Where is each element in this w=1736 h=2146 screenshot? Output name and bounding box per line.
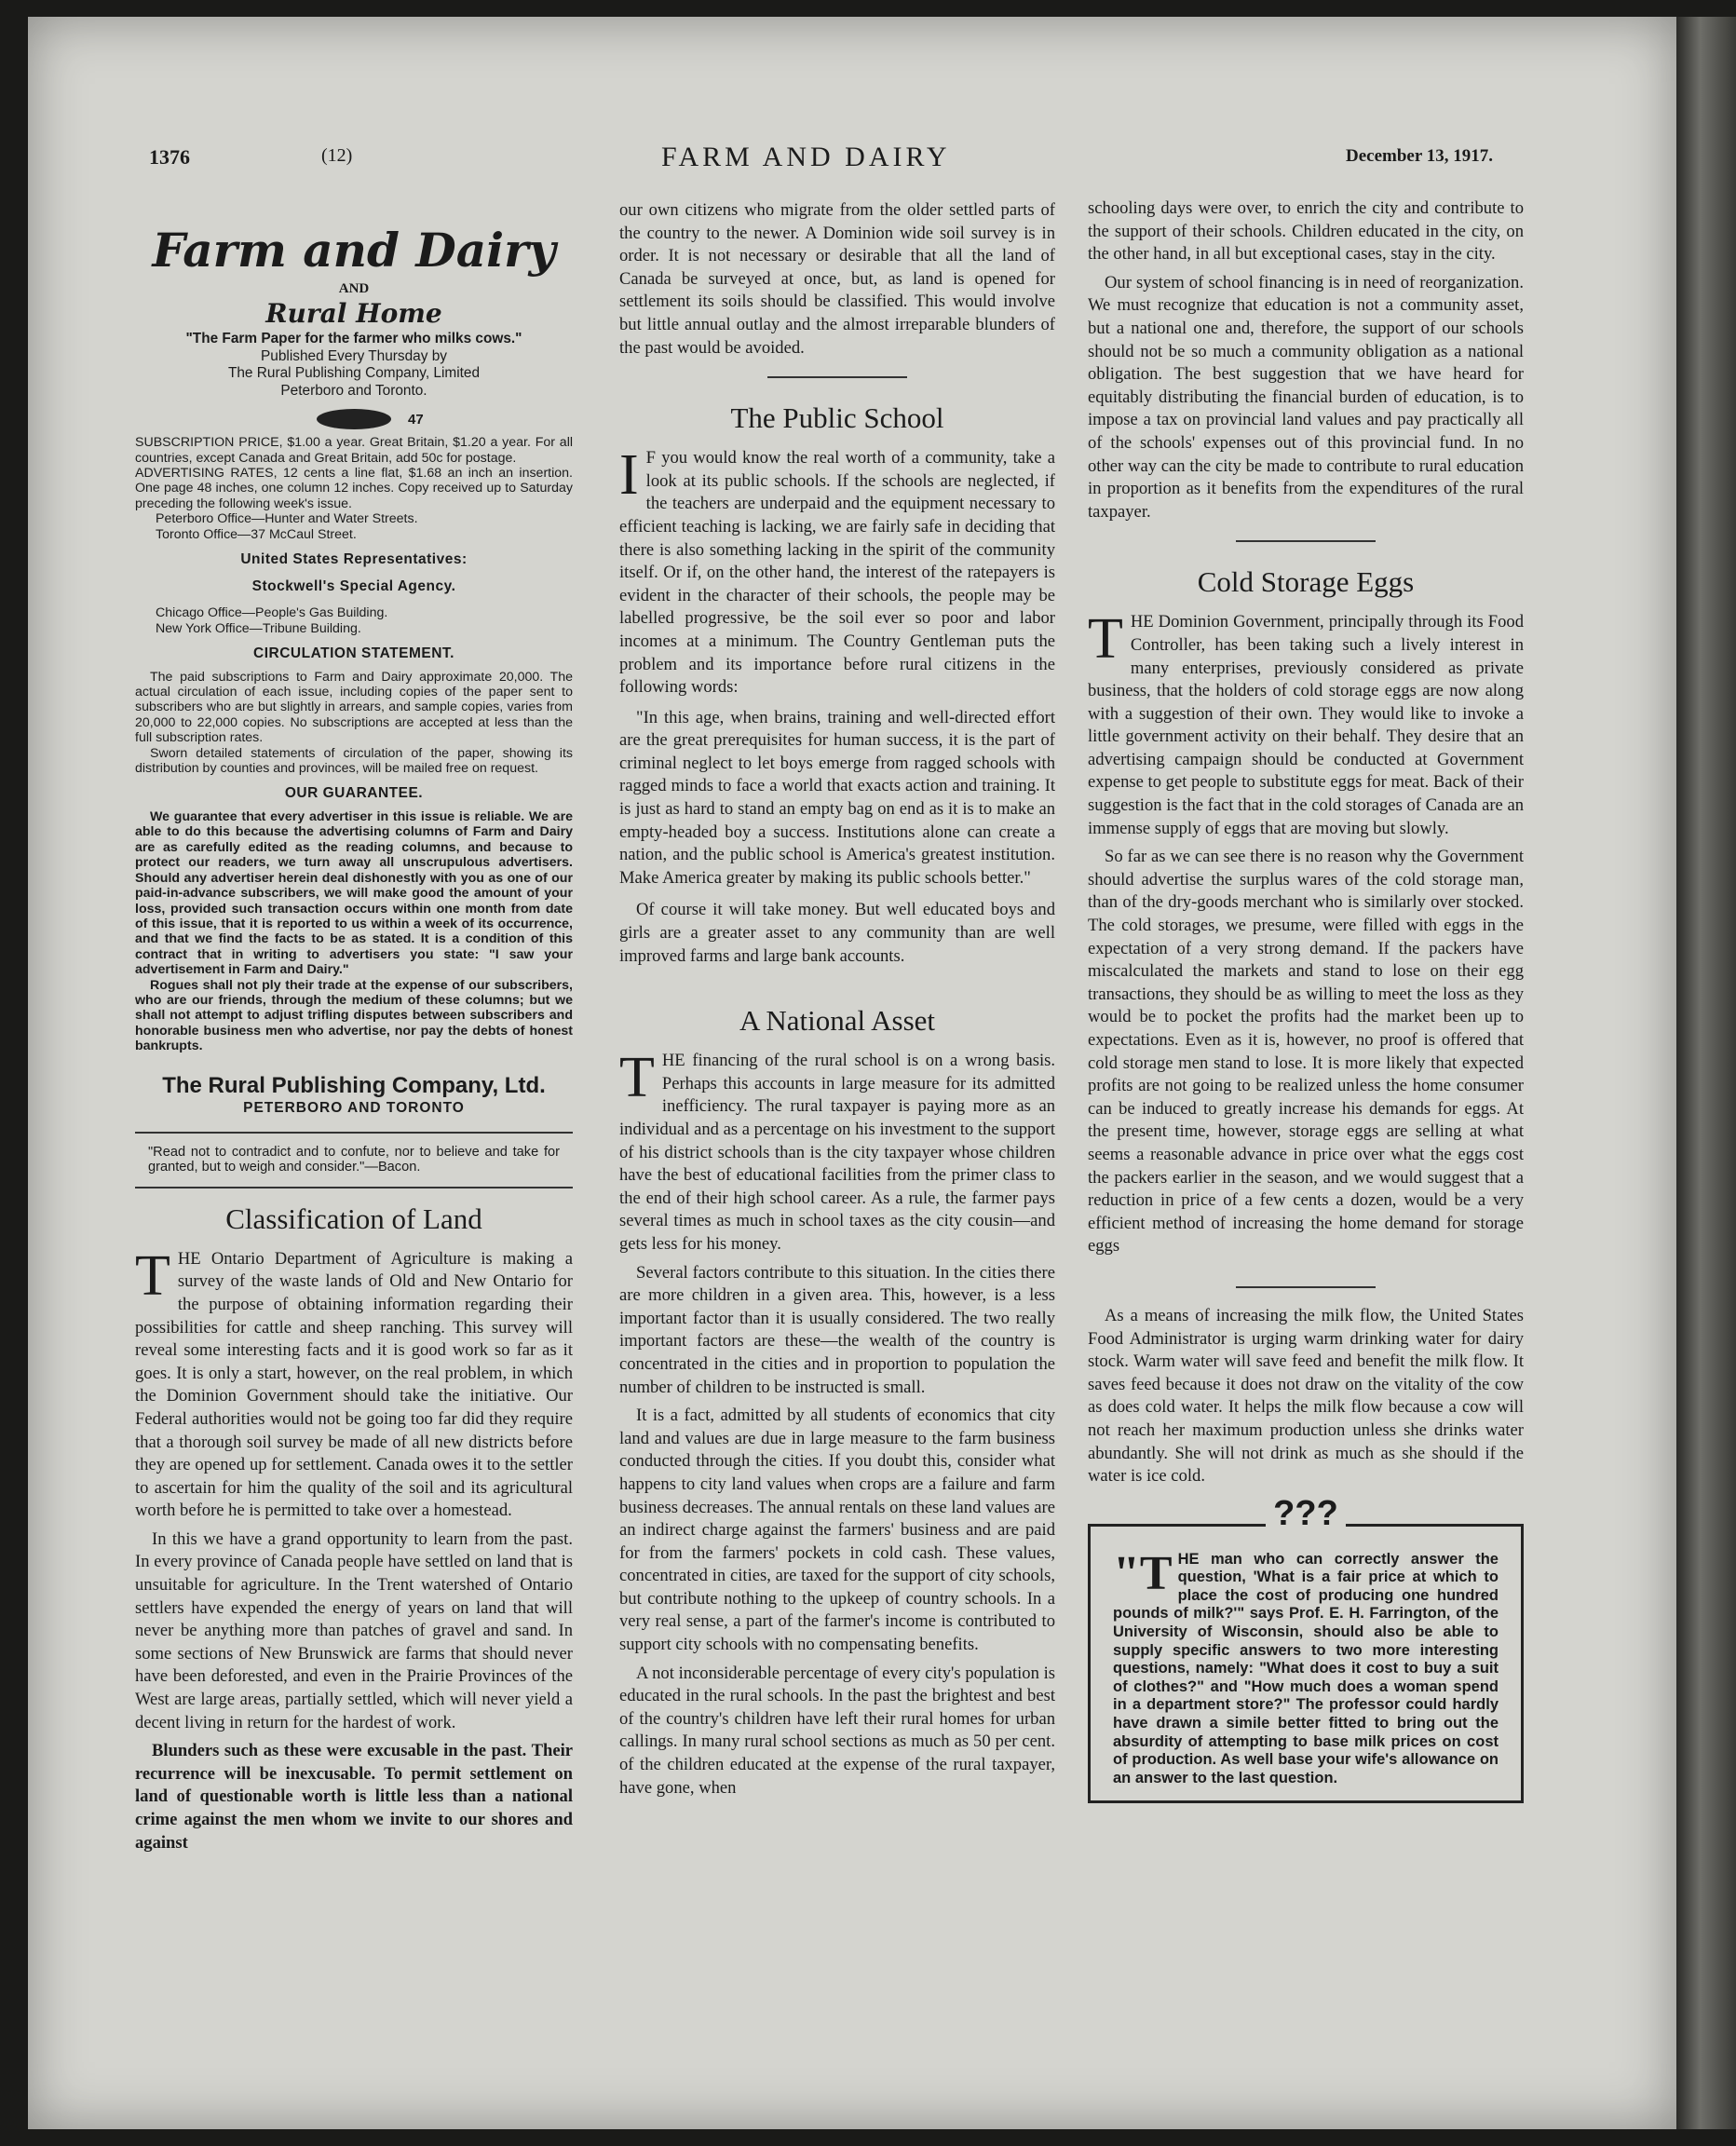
new-york-office: New York Office—Tribune Building.: [156, 620, 361, 636]
article-paragraph: schooling days were over, to enrich the city and contribute to the support of their schools. Children educated in the city, on the other hand, in all but exceptional cases, stay in the city.: [1088, 198, 1524, 265]
circulation-text: The paid subscriptions to Farm and Dairy approximate 20,000. The actual circulation of each issue, including copies of the paper sent to subscribers who are but slightly in arrears, and sample copies, varies from 20,000 to 22,000 copies. No subscriptions are accepted at less than the full subscription rates.: [135, 669, 573, 746]
page-number: 1376: [149, 145, 190, 169]
divider: [135, 1187, 573, 1188]
article-paragraph: Of course it will take money. But well educated boys and girls are a greater asset to any community than are well improved farms and large bank accounts.: [619, 900, 1055, 966]
masthead-title: FARM AND DAIRY: [661, 142, 951, 172]
drop-cap: T: [619, 1046, 655, 1110]
sworn-text: Sworn detailed statements of circulation of the paper, showing its distribution by counties and provinces, will be mailed free on request.: [135, 745, 573, 777]
company-line: The Rural Publishing Company, Limited: [227, 365, 481, 382]
article-paragraph: THE financing of the rural school is on a wrong basis. Perhaps this accounts in large measure for its admitted inefficiency. The rural taxpayer is paying more as an individual and as a percentage on his investment to the support of his district schools than is the city taxpayer whose children have the best of educational facilities from the primer class to the end of their high school career. As a rule, the farmer pays several times as much in school taxes as the city cousin—and gets less for his money.: [619, 1046, 1055, 1254]
publication-and: AND: [338, 281, 370, 296]
article-paragraph: Our system of school financing is in need of reorganization. We must recognize that education is not a community asset, but a national one and, therefore, the support of our schools should not be so much a community obligation as a national obligation. The best suggestion that we have heard for equitably distributing the financial burden of education, is to impose a tax on provincial land values and pay practically all of the schools' expenses out of this provincial fund. In no other way can the city be made to contribute to rural education in proportion as it benefits from the expenditures of the rural taxpayer.: [1088, 272, 1524, 522]
footer-location: PETERBORO AND TORONTO: [243, 1100, 465, 1117]
divider: [1236, 1286, 1376, 1288]
publication-name: Farm and Dairy: [152, 223, 556, 278]
article-paragraph: It is a fact, admitted by all students of economics that city land and values are due in large measure to the farm business conducted through the cities. If you doubt this, consider what happens to city land values when crops are a failure and farm business decreases. The annual rentals on these land values are an indirect charge against the farmers' business and are paid for from the farmers' pockets in cold cash. These values, concentrated in cities, are taxed for the support of city schools, but contribute nothing to the upkeep of country schools. In a very real sense, a part of the farmer's income is contributed to support city schools with no compensating benefits.: [619, 1406, 1055, 1655]
advertising-rates: ADVERTISING RATES, 12 cents a line flat, $1.68 an inch an insertion. One page 48 inches, one column 12 inches. Copy received up to Saturday preceding the following week's issue.: [135, 466, 573, 511]
drop-cap: T: [135, 1243, 170, 1308]
article-paragraph: Several factors contribute to this situation. In the cities there are more children in a given area. This, however, is a less important factor than it is usually considered. The two really important factors are these—the wealth of the country is concentrated in the cities and in proportion to population the number of children to be instructed is small.: [619, 1262, 1055, 1397]
question-box: [1088, 1493, 1524, 1804]
subscription-price: SUBSCRIPTION PRICE, $1.00 a year. Great Britain, $1.20 a year. For all countries, except Canada and Great Britain, add 50c for postage.: [135, 435, 573, 466]
divider: [135, 1132, 573, 1134]
article-paragraph: THE Dominion Government, principally through its Food Controller, has been taking such a lively interest in many enterprises, previously considered as private business, that the holders of cold storage eggs are now along with a suggestion of their own. They would like to invoke a little government activity on their behalf. They desire that an advertising campaign should be conducted at Government expense to get people to substitute eggs for meat. Back of their suggestion is the fact that in the cold storages of Canada are an immense supply of eggs that are moving but slowly.: [1088, 607, 1524, 838]
article-title: Cold Storage Eggs: [1197, 565, 1415, 599]
article-paragraph: A not inconsiderable percentage of every city's population is educated in the rural schools. In the past the brightest and best of the country's children have left their rural homes for urban callings. In many rural school sections as much as 50 per cent. of the children educated at the expense of the rural taxpayer, have gone, when: [619, 1663, 1055, 1798]
article-title: Classification of Land: [225, 1202, 482, 1235]
section-number: (12): [321, 145, 353, 166]
drop-cap: T: [1088, 607, 1123, 672]
drop-cap: I: [619, 443, 639, 508]
issue-date: December 13, 1917.: [1346, 146, 1493, 166]
us-reps-heading: United States Representatives:: [240, 551, 468, 568]
article-paragraph: As a means of increasing the milk flow, the United States Food Administrator is urging warm drinking water for dairy stock. Warm water will save feed and benefit the milk flow. It saves feed because it does not draw on the vitality of the cow as does cold water. It helps the milk flow because a cow will not reach her maximum production unless she drinks water abundantly. She will not drink as much as she should if the water is ice cold.: [1088, 1305, 1524, 1487]
tagline: "The Farm Paper for the farmer who milks cows.": [185, 331, 522, 347]
article-paragraph: So far as we can see there is no reason why the Government should advertise the surplus wares of the cold storage man, than of the dry-goods merchant who is similarly over stocked. The cold storages, we presume, were filled with eggs in the expectation of a very strong demand. If the packers have miscalculated the markets and stand to lose on their egg transactions, they should be as willing to meet the loss as they would be to pocket the profits had the market been up to expectations. Even as it is, however, no proof is offered that cold storage men stand to lose. It is more likely that expected profits are not going to be realized unless the home consumer can be induced to greatly increase his demands for eggs. At the present time, however, storage eggs are selling at what seems a reasonable advance in price over what the eggs cost the packers earlier in the season, and we would suggest that a reduction in price of a few cents a dozen, would be a very efficient method of increasing the home demand for storage eggs: [1088, 847, 1524, 1256]
rogues-text: Rogues shall not ply their trade at the expense of our subscribers, who are our friends, through the medium of these columns; but we shall not attempt to adjust trifling disputes between subscribers and honorable business men who advertise, nor pay the debts of honest bankrupts.: [135, 977, 573, 1054]
article-paragraph: I F you would know the real worth of a community, take a look at its public schools. If the schools are neglected, if the teachers are underpaid and the equipment necessary to efficient teaching is lacking, we are fairly safe in deciding that there is also something lacking in the spirit of the community itself. Or if, on the other hand, the interest of the ratepayers is evident in the character of their schools, the people may be labelled progressive, be the soil ever so poor and labor incomes at a minimum. The Country Gentleman puts the problem and its importance before rural citizens in the following words:: [619, 443, 1055, 698]
guarantee-heading: OUR GUARANTEE.: [284, 785, 424, 802]
column-2: [619, 199, 1055, 1805]
article-title: The Public School: [730, 401, 944, 435]
article-title: A National Asset: [739, 1004, 936, 1038]
toronto-office: Toronto Office—37 McCaul Street.: [156, 526, 357, 542]
column-1: [135, 197, 573, 1860]
chicago-office: Chicago Office—People's Gas Building.: [156, 605, 388, 621]
peterboro-office: Peterboro Office—Hunter and Water Streets.: [156, 511, 418, 527]
badge-logo: [317, 409, 424, 429]
article-paragraph: our own citizens who migrate from the older settled parts of the country to the newer. A Dominion wide soil survey is in order. It is not necessary or desirable that all the land of Canada be surveyed at once, but, as land is opened for settlement its soils should be classified. This would involve but little annual outlay and the almost irreparable blunders of the past would be avoided.: [619, 200, 1055, 358]
guarantee-text: We guarantee that every advertiser in this issue is reliable. We are able to do this because the advertising columns of Farm and Dairy are as carefully edited as the reading columns, and because to protect our readers, we turn away all unscrupulous advertisers. Should any advertiser herein deal dishonestly with you as one of our paid-in-advance subscribers, we will make good the amount of your loss, provided such transaction occurs within one month from date of this issue, that it is reported to us within a week of its occurrence, and that we find the facts to be as stated. It is a condition of this contract that in writing to advertisers you state: "I saw your advertisement in Farm and Dairy.": [135, 809, 573, 978]
article-quote: "In this age, when brains, training and well-directed effort are the great prerequisites for human success, it is the part of criminal neglect to let boys emerge from ragged schools with ragged minds to face a world that exacts action and training. It is just as hard to stand an empty bag on end as it is to make an empty-headed boy a success. Institutions alone can create a nation, and the public school is America's greatest institution. Make America greater by making its public schools better.": [619, 707, 1055, 888]
drop-cap: "T: [1113, 1546, 1173, 1600]
article-paragraph: THE Ontario Department of Agriculture is making a survey of the waste lands of Old and New Ontario for the purpose of obtaining information regarding their possibilities for cattle and sheep ranching. This survey will reveal some interesting facts and it is good work so far as it goes. It is only a start, however, on the real problem, in which the Dominion Government should take the initiative. Our Federal authorities would not be going too far did they require that a thorough soil survey be made of all new districts before they are opened up for settlement. Canada owes it to the settler to ascertain for him the quality of the soil and its agricultural worth before he is permitted to take over a homestead.: [135, 1243, 573, 1521]
divider: [1236, 540, 1376, 542]
badge-number: 47: [408, 412, 424, 428]
divider: [767, 376, 907, 378]
footer-company: The Rural Publishing Company, Ltd.: [162, 1072, 546, 1098]
question-text: "THE man who can correctly answer the question, 'What is a fair price at which to place the cost of producing one hundred pounds of milk?'" says Prof. E. H. Farrington, of the University of Wisconsin, should also be able to supply specific answers to two more interesting questions, namely: "What does it cost to buy a suit of clothes?" and "How much does a woman spend in a department store?" The professor could hardly have drawn a simile better fitted to bring out the absurdity of attempting to base milk prices on cost of production. As well base your wife's allowance on an answer to the last question.: [1113, 1546, 1499, 1786]
question-marks: ???: [1091, 1502, 1521, 1526]
location-line: Peterboro and Toronto.: [280, 382, 427, 399]
circulation-heading: CIRCULATION STATEMENT.: [253, 645, 454, 662]
bacon-motto: "Read not to contradict and to confute, nor to believe and take for granted, but to weigh and consider."—Bacon.: [148, 1144, 560, 1175]
publication-subtitle: Rural Home: [265, 297, 442, 329]
article-paragraph: Blunders such as these were excusable in the past. Their recurrence will be inexcusable. To permit settlement on land of questionable worth is little less than a national crime against the men whom we invite to our shores and against: [135, 1741, 573, 1853]
page-edge: [1676, 17, 1736, 2129]
column-3: [1088, 197, 1524, 1803]
published-line: Published Every Thursday by: [261, 347, 447, 364]
us-reps-agency: Stockwell's Special Agency.: [251, 577, 456, 594]
article-paragraph: In this we have a grand opportunity to learn from the past. In every province of Canada people have settled on land that is unsuitable for agriculture. In the Trent watershed of Ontario settlers have expended the energy of years on land that will never be anything more than patches of gravel and sand. In some sections of New Brunswick are farms that should never have been deforested, and even in the Prairie Provinces of the West are large areas, partially settled, which will never yield a decent living in return for the hardest of work.: [135, 1528, 573, 1732]
